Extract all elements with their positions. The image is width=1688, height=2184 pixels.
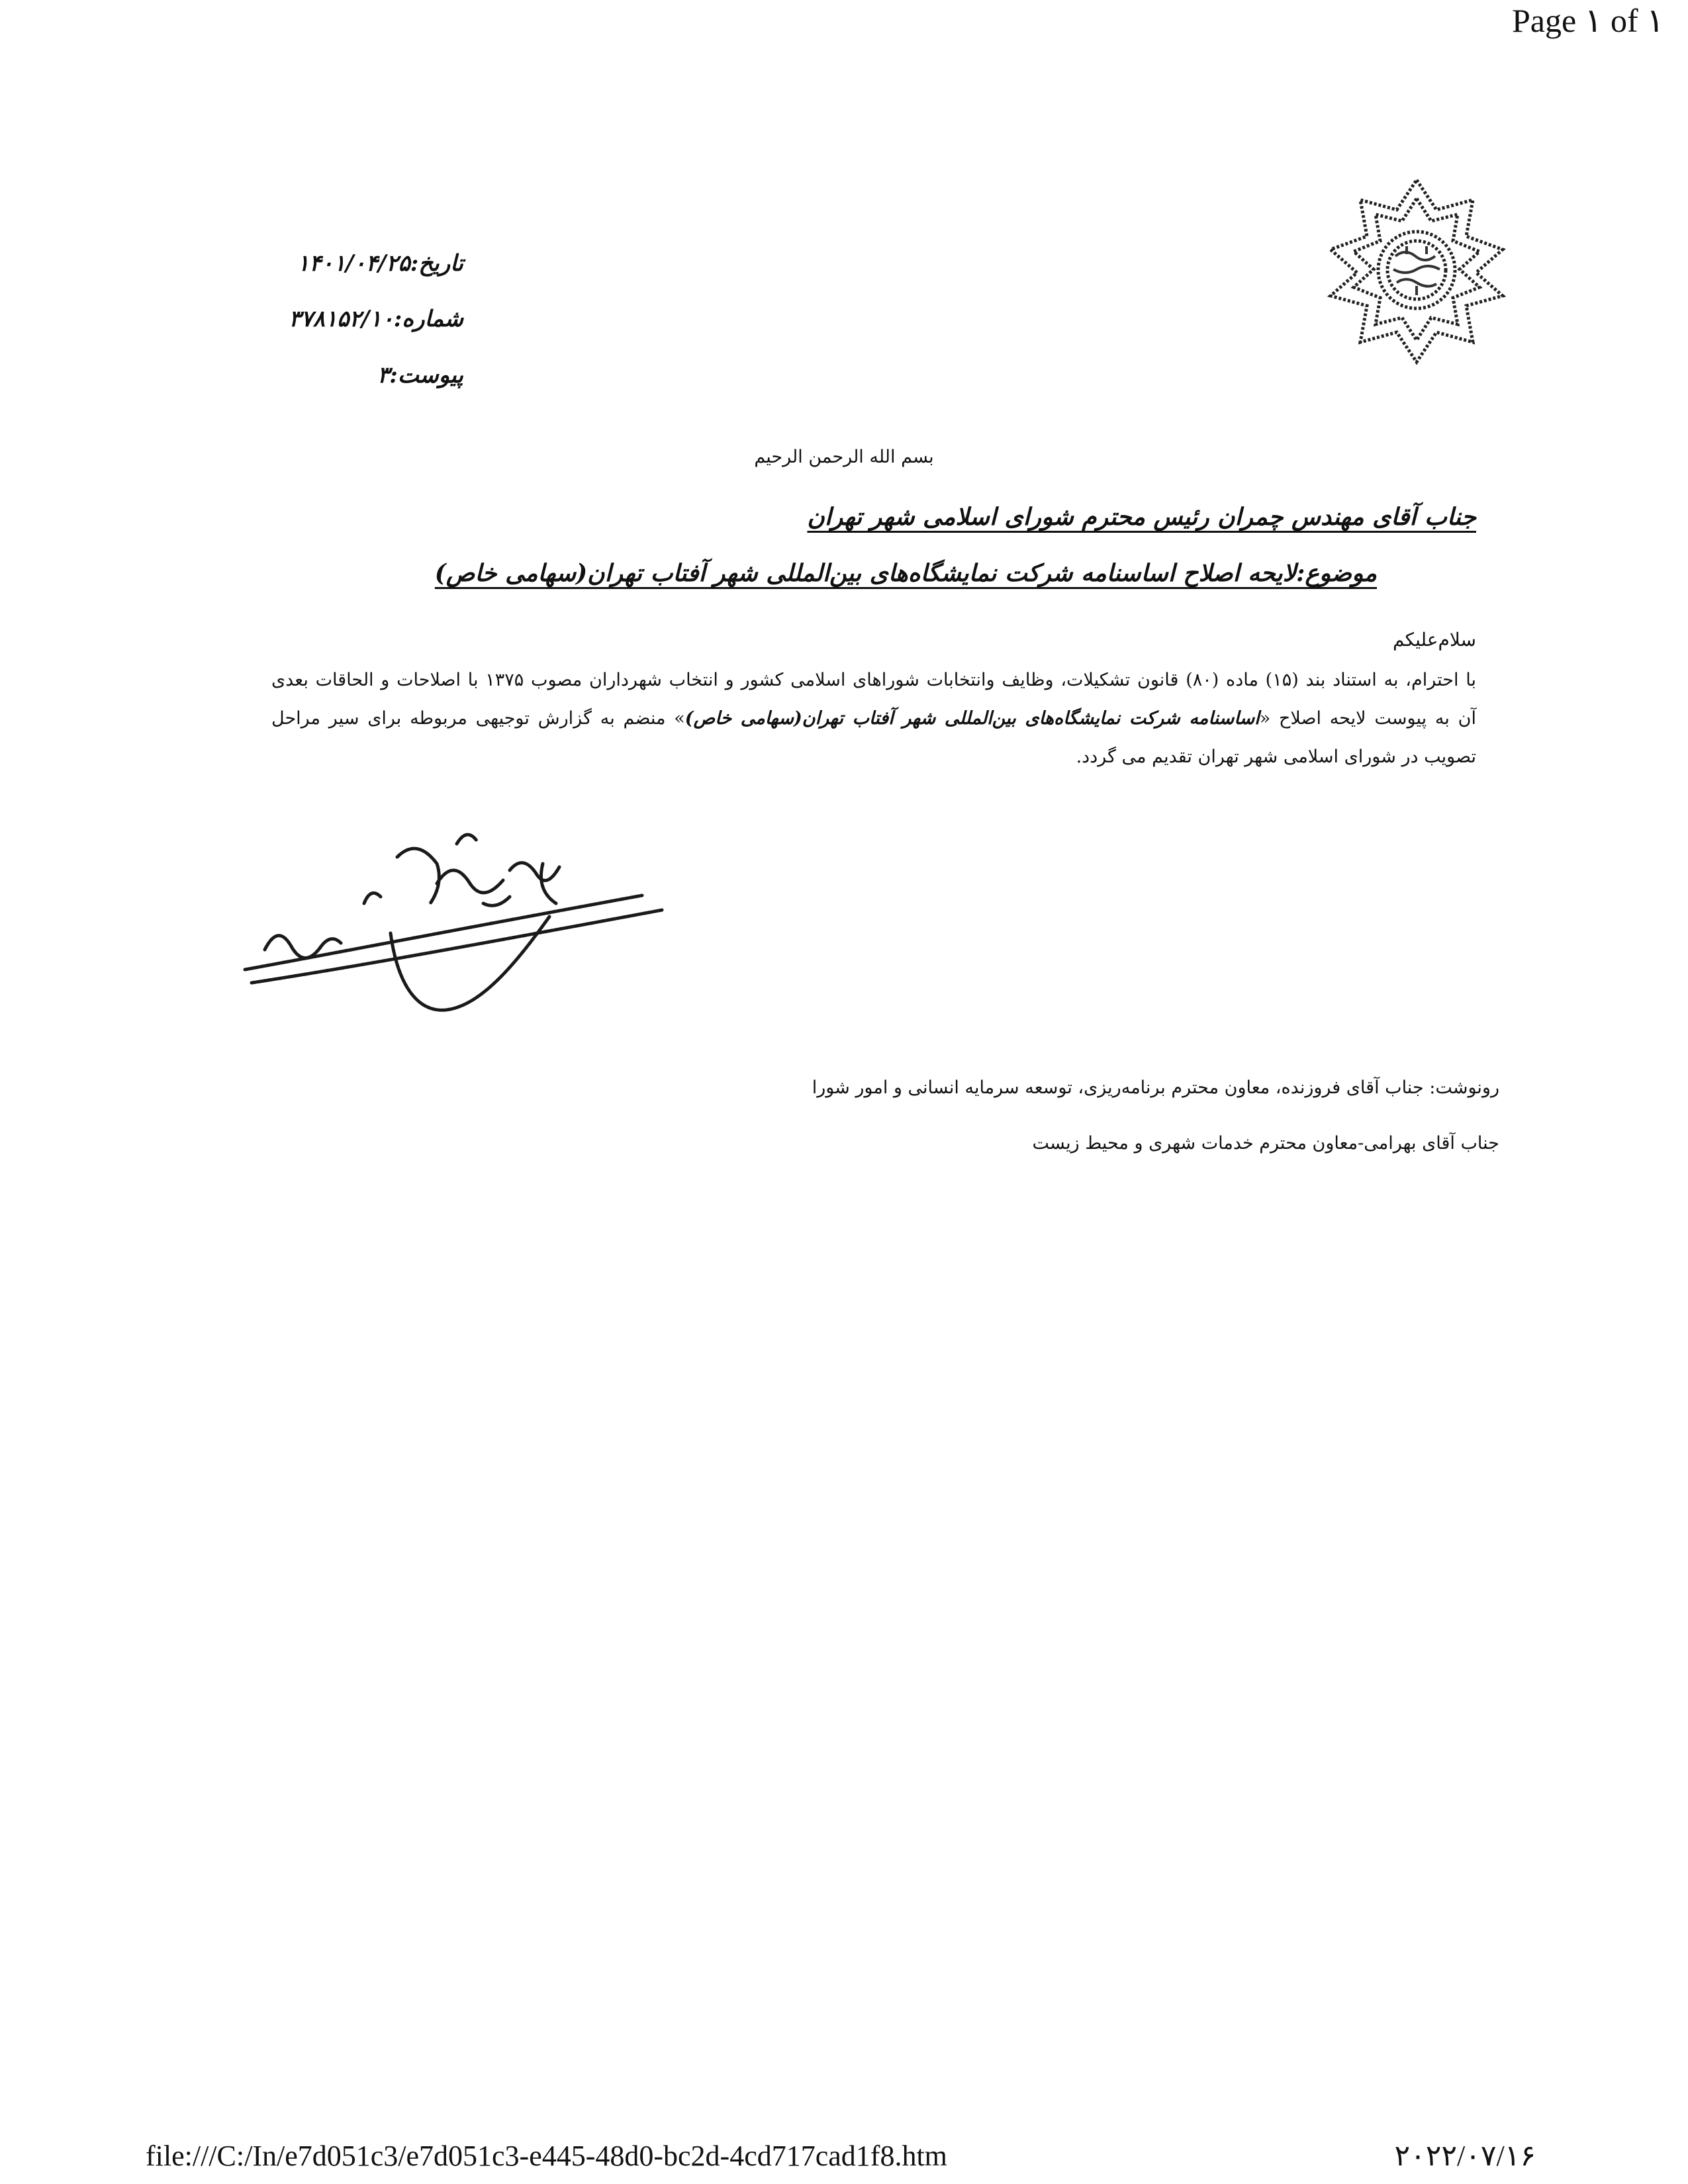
letter-addressee: جناب آقای مهندس چمران رئیس محترم شورای اسلامی شهر تهران [807, 503, 1476, 531]
footer-print-date: ۲۰۲۲/۰۷/۱۶ [1394, 2140, 1536, 2172]
body-line-2-end: » منضم به گزارش توجیهی مربوطه برای سیر مراحل [271, 708, 685, 729]
carbon-copy-line-1: رونوشت: جناب آقای فروزنده، معاون محترم برنامه‌ریزی، توسعه سرمایه انسانی و امور شورا [812, 1077, 1499, 1098]
letter-attachment: پیوست:۳ [377, 362, 463, 388]
page-number-header: Page ۱ of ۱ [1511, 2, 1664, 39]
letter-number: شماره:۳۷۸۱۵۲/۱۰ [289, 306, 463, 332]
letter-greeting: سلام‌علیکم [1392, 629, 1476, 651]
basmala-heading: بسم الله الرحمن الرحیم [754, 447, 934, 467]
footer-file-path: file:///C:/In/e7d051c3/e7d051c3-e445-48d0-bc2d-4cd717cad1f8.htm [146, 2140, 947, 2172]
carbon-copy-line-2: جناب آقای بهرامی-معاون محترم خدمات شهری و محیط زیست [1032, 1133, 1499, 1154]
body-line-2-start: آن به پیوست لایحه اصلاح « [1259, 708, 1477, 729]
letter-body-line-2 [271, 708, 1476, 729]
handwritten-signature [238, 817, 688, 1036]
tehran-municipality-emblem-logo [1317, 173, 1516, 365]
letter-body-line-3: تصویب در شورای اسلامی شهر تهران تقدیم می گردد. [1076, 747, 1476, 767]
letter-date: تاریخ:۱۴۰۱/۰۴/۲۵ [297, 250, 463, 277]
letter-body-line-1: با احترام، به استناد بند (۱۵) ماده (۸۰) قانون تشکیلات، وظایف وانتخابات شوراهای اسلامی کشور و انتخاب شهرداران مصوب ۱۳۷۵ با اصلاحات و الحاقات بعدی [271, 670, 1476, 690]
letter-subject: موضوع:لایحه اصلاح اساسنامه شرکت نمایشگاه‌های بین‌المللی شهر آفتاب تهران(سهامی خاص) [434, 559, 1377, 587]
bylaws-title-emphasis: اساسنامه شرکت نمایشگاه‌های بین‌المللی شهر آفتاب تهران(سهامی خاص) [684, 708, 1260, 729]
